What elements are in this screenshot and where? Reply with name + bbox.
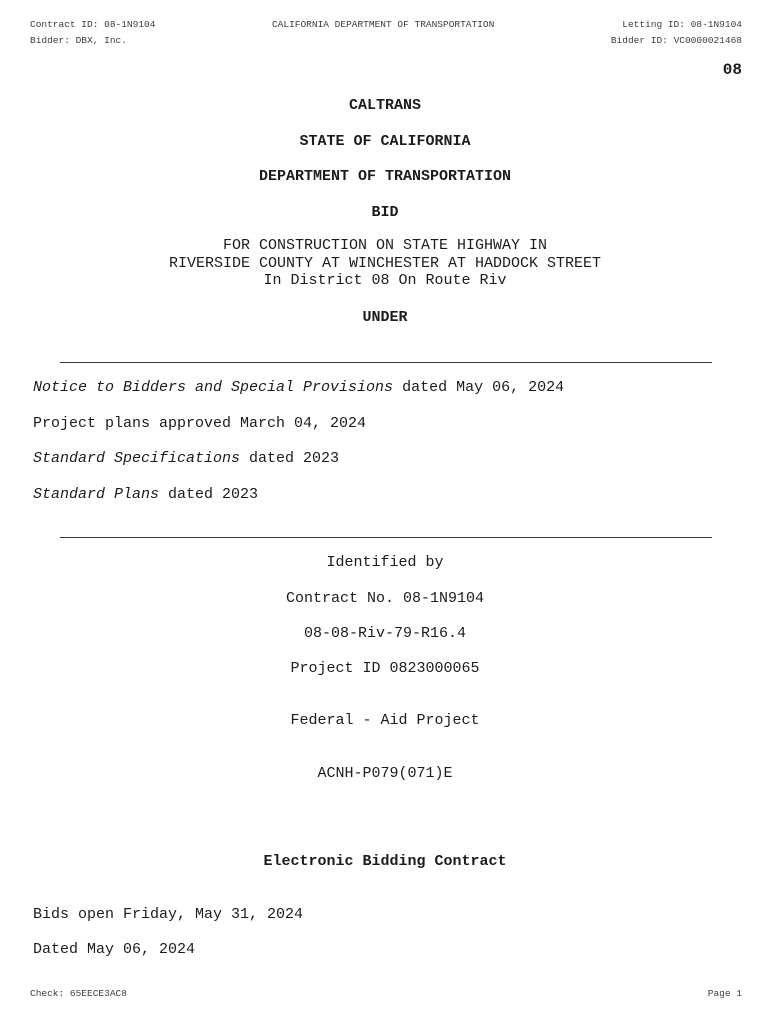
contract-id-label: Contract ID: 08-1N9104	[30, 19, 156, 30]
project-description	[0, 237, 770, 290]
title-block	[0, 88, 770, 230]
document-header	[30, 17, 742, 49]
federal-aid-label: Federal - Aid Project	[290, 712, 480, 729]
reference-doc-title: Notice to Bidders and Special Provisions	[33, 379, 394, 396]
reference-doc-title: Standard Plans	[33, 485, 160, 503]
route-postmile: 08-08-Riv-79-R16.4	[303, 625, 467, 642]
dated-date: Dated May 06, 2024	[33, 941, 196, 958]
bidder-label: Bidder: DBX, Inc.	[30, 35, 127, 46]
divider-line-bottom	[60, 537, 712, 538]
bids-open-date: Bids open Friday, May 31, 2024	[33, 906, 304, 923]
reference-doc-date: dated May 06, 2024	[393, 379, 565, 396]
description-line: FOR CONSTRUCTION ON STATE HIGHWAY IN	[222, 237, 548, 254]
district-code: 08	[722, 61, 742, 79]
reference-line	[33, 441, 737, 477]
header-right-block	[611, 17, 742, 49]
document-footer	[30, 988, 742, 999]
under-label: UNDER	[362, 309, 408, 326]
header-agency-label: CALIFORNIA DEPARTMENT OF TRANSPORTATION	[271, 19, 495, 30]
federal-aid-number: ACNH-P079(071)E	[317, 765, 453, 782]
description-line: In District 08 On Route Riv	[263, 272, 507, 289]
reference-doc-date: Project plans approved March 04, 2024	[33, 414, 367, 432]
check-code: Check: 65EECE3AC8	[30, 988, 127, 999]
contract-number: Contract No. 08-1N9104	[285, 590, 485, 607]
contract-type-heading: Electronic Bidding Contract	[263, 853, 507, 870]
reference-line	[33, 370, 737, 406]
reference-line	[33, 477, 737, 513]
identified-by-label: Identified by	[326, 554, 444, 571]
letting-id-label: Letting ID: 08-1N9104	[622, 19, 742, 30]
page-number: Page 1	[707, 988, 742, 999]
reference-documents	[33, 370, 737, 512]
header-left-block	[30, 17, 155, 49]
title-line-bid: BID	[371, 203, 399, 221]
divider-line-top	[60, 362, 712, 363]
reference-doc-date: dated 2023	[240, 450, 340, 467]
project-id: Project ID 0823000065	[290, 660, 480, 677]
reference-doc-title: Standard Specifications	[33, 450, 241, 467]
reference-line	[33, 406, 737, 442]
title-line-department: DEPARTMENT OF TRANSPORTATION	[258, 168, 512, 185]
bidder-id-label: Bidder ID: VC0000021468	[610, 35, 742, 46]
title-line-state: STATE OF CALIFORNIA	[299, 132, 471, 150]
description-line: RIVERSIDE COUNTY AT WINCHESTER AT HADDOCK STREET	[168, 254, 602, 272]
reference-doc-date: dated 2023	[159, 485, 259, 503]
title-line-caltrans: CALTRANS	[348, 97, 421, 114]
